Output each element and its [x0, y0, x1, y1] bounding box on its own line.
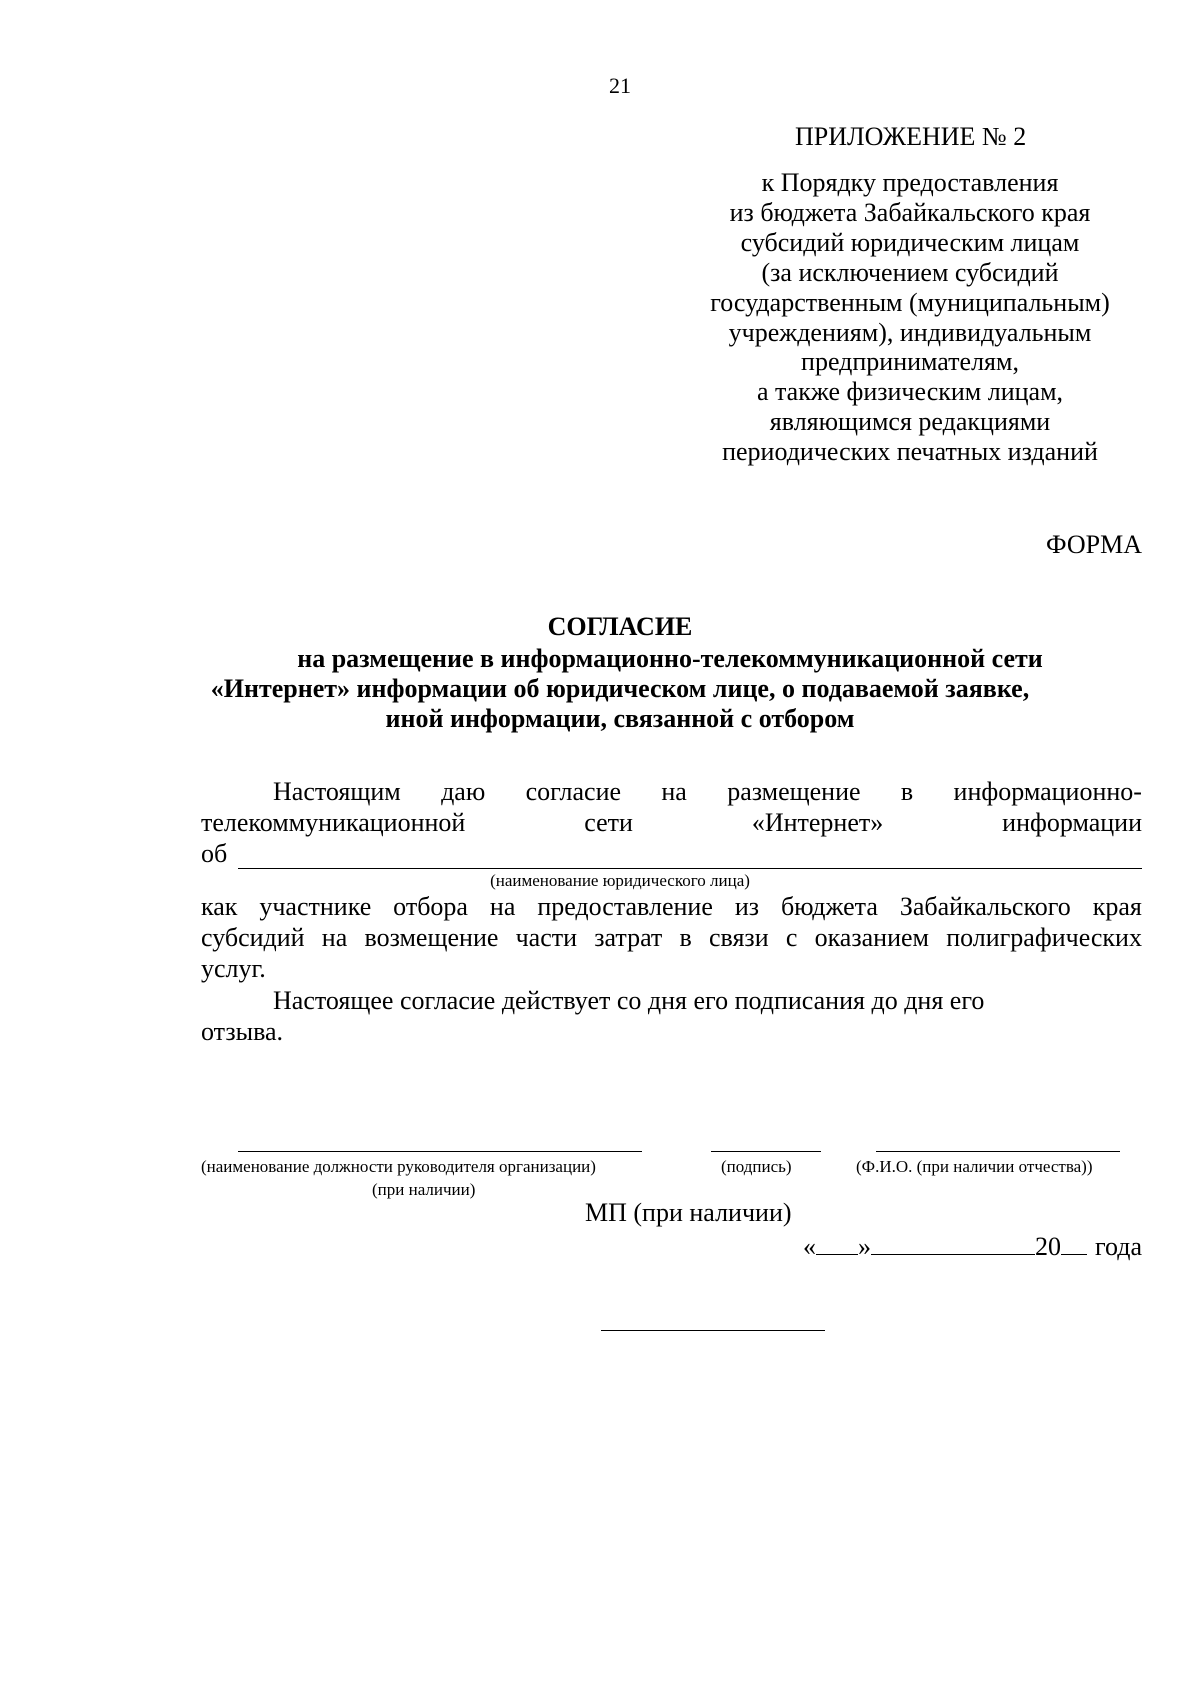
appendix-note-line: а также физическим лицам,	[756, 377, 1064, 407]
consent-line-3	[201, 839, 1142, 869]
paragraph-line: услуг.	[201, 954, 266, 983]
date-line	[803, 1232, 1142, 1262]
consent-line-1	[201, 777, 1142, 807]
date-month-field[interactable]	[871, 1253, 1035, 1255]
form-label: ФОРМА	[1046, 530, 1142, 559]
stamp-label: МП (при наличии)	[585, 1198, 792, 1227]
word: как	[201, 892, 238, 921]
signature-field[interactable]	[711, 1151, 821, 1152]
position-caption: (наименование должности руководителя организации)	[201, 1157, 596, 1176]
word: информации	[1002, 808, 1142, 837]
word: предоставление	[537, 892, 713, 921]
paragraph-line: отзыва.	[201, 1017, 284, 1046]
word: «Интернет»	[751, 808, 884, 837]
word: бюджета	[780, 892, 878, 921]
appendix-note-line: (за исключением субсидий	[761, 257, 1059, 287]
word: на	[489, 892, 516, 921]
word: на	[321, 923, 348, 952]
word: согласие	[525, 777, 622, 806]
word: даю	[441, 777, 486, 806]
appendix-note-line: из бюджета Забайкальского края	[729, 197, 1091, 227]
entity-name-caption: (наименование юридического лица)	[490, 871, 750, 890]
word: Забайкальского	[899, 892, 1071, 921]
appendix-note-line: государственным (муниципальным)	[710, 287, 1110, 317]
bottom-separator	[601, 1330, 825, 1331]
appendix-note-line: учреждениям), индивидуальным	[728, 317, 1092, 347]
paragraph-line	[201, 922, 1142, 953]
position-field[interactable]	[238, 1151, 642, 1152]
document-subtitle	[0, 644, 1200, 734]
word: края	[1092, 892, 1142, 921]
appendix-note	[690, 168, 1130, 467]
word: возмещение	[364, 923, 499, 952]
position-caption-note: (при наличии)	[372, 1180, 476, 1199]
consent-line-2	[201, 808, 1142, 838]
word: телекоммуникационной	[201, 808, 466, 837]
paragraph-line	[201, 891, 1142, 922]
date-suffix: года	[1094, 1232, 1142, 1261]
word: субсидий	[201, 923, 305, 952]
subtitle-line: «Интернет» информации об юридическом лице, о подаваемой заявке,	[210, 674, 1030, 703]
word: отбора	[393, 892, 468, 921]
subtitle-line: иной информации, связанной с отбором	[385, 704, 855, 733]
word: затрат	[594, 923, 663, 952]
date-quote-close: »	[857, 1232, 871, 1261]
entity-name-field[interactable]	[238, 868, 1142, 869]
full-name-field[interactable]	[876, 1151, 1120, 1152]
appendix-note-line: предпринимателям,	[801, 347, 1019, 377]
word: информационно-	[953, 777, 1142, 806]
date-quote-open: «	[802, 1232, 816, 1261]
word: участнике	[259, 892, 372, 921]
date-day-field[interactable]	[816, 1253, 858, 1255]
word: сети	[584, 808, 633, 837]
word: в	[900, 777, 914, 806]
validity-paragraph	[201, 985, 1142, 1047]
appendix-note-line: субсидий юридическим лицам	[740, 227, 1080, 257]
full-name-caption: (Ф.И.О. (при наличии отчества))	[856, 1157, 1093, 1176]
word: оказанием	[814, 923, 929, 952]
participant-paragraph	[201, 891, 1142, 984]
word: полиграфических	[946, 923, 1142, 952]
word: на	[661, 777, 687, 806]
page-number: 21	[609, 73, 631, 98]
signature-caption: (подпись)	[721, 1157, 792, 1176]
word: части	[515, 923, 578, 952]
word: Настоящим	[273, 777, 401, 806]
date-year-field[interactable]	[1061, 1253, 1087, 1255]
document-title: СОГЛАСИЕ	[547, 612, 693, 641]
appendix-note-line: к Порядку предоставления	[761, 168, 1059, 197]
word: связи	[708, 923, 769, 952]
date-year-prefix: 20	[1034, 1232, 1061, 1261]
appendix-note-line: периодических печатных изданий	[722, 437, 1098, 467]
appendix-note-line: являющимся редакциями	[769, 407, 1051, 437]
line-prefix: об	[201, 839, 228, 868]
subtitle-line: на размещение в информационно-телекоммуникационной сети	[297, 644, 1043, 673]
paragraph-line: Настоящее согласие действует со дня его подписания до дня его	[273, 986, 985, 1015]
word: с	[785, 923, 798, 952]
appendix-title: ПРИЛОЖЕНИЕ № 2	[795, 122, 1027, 151]
word: из	[734, 892, 760, 921]
word: размещение	[727, 777, 861, 806]
word: в	[679, 923, 692, 952]
